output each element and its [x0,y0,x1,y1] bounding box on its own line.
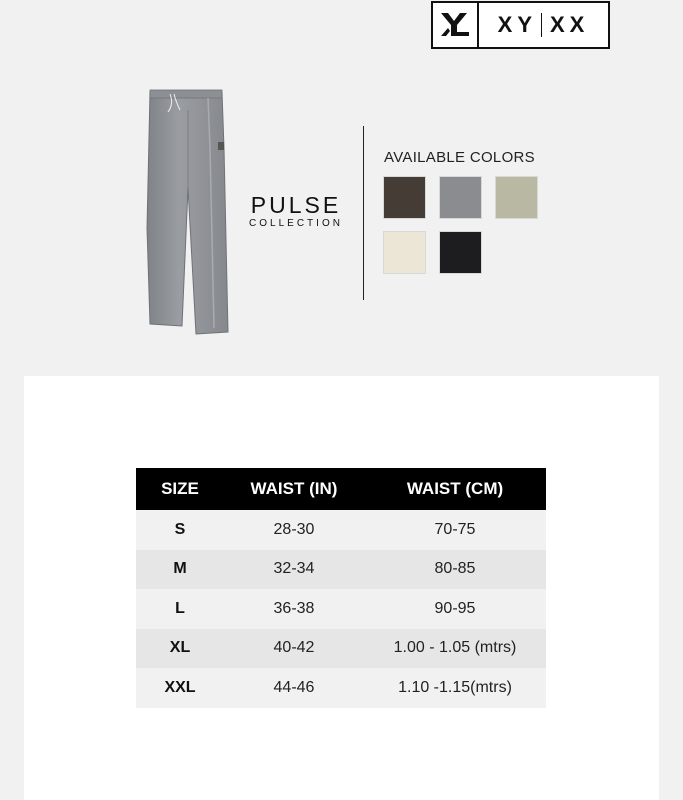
table-header-row [136,468,546,510]
table-row [136,668,546,708]
available-colors-title: AVAILABLE COLORS [384,149,535,166]
collection-name: PULSE [250,192,342,218]
waist-in-cell: 40-42 [224,629,364,669]
logo-text-right: XX [550,12,590,37]
pants-product-image [140,88,236,338]
header-waist-cm: WAIST (CM) [364,468,546,510]
table-row [136,550,546,590]
header-size: SIZE [136,468,224,510]
waist-cm-cell: 70-75 [364,510,546,550]
table-row [136,510,546,550]
color-swatch-3[interactable] [383,231,426,274]
logo-wordmark [479,12,608,38]
header-waist-in: WAIST (IN) [224,468,364,510]
collection-subtitle: COLLECTION [249,218,343,229]
waist-in-cell: 36-38 [224,589,364,629]
color-swatch-2[interactable] [495,176,538,219]
waist-cm-cell: 90-95 [364,589,546,629]
color-swatch-4[interactable] [439,231,482,274]
logo-separator [541,13,542,37]
waist-cm-cell: 1.10 -1.15(mtrs) [364,668,546,708]
waist-cm-cell: 80-85 [364,550,546,590]
color-swatch-1[interactable] [439,176,482,219]
table-row [136,589,546,629]
color-swatch-0[interactable] [383,176,426,219]
size-chart-table [136,468,546,708]
waist-cm-cell: 1.00 - 1.05 (mtrs) [364,629,546,669]
size-cell: XL [136,629,224,669]
waist-in-cell: 28-30 [224,510,364,550]
size-cell: XXL [136,668,224,708]
waist-in-cell: 32-34 [224,550,364,590]
waist-in-cell: 44-46 [224,668,364,708]
size-cell: L [136,589,224,629]
table-row [136,629,546,669]
logo-text-left: XY [497,12,537,37]
size-cell: M [136,550,224,590]
brand-logo[interactable] [431,1,610,49]
collection-branding [248,193,344,229]
size-cell: S [136,510,224,550]
logo-mark-icon [433,3,479,47]
vertical-divider [363,126,364,300]
size-chart-card [24,376,659,800]
